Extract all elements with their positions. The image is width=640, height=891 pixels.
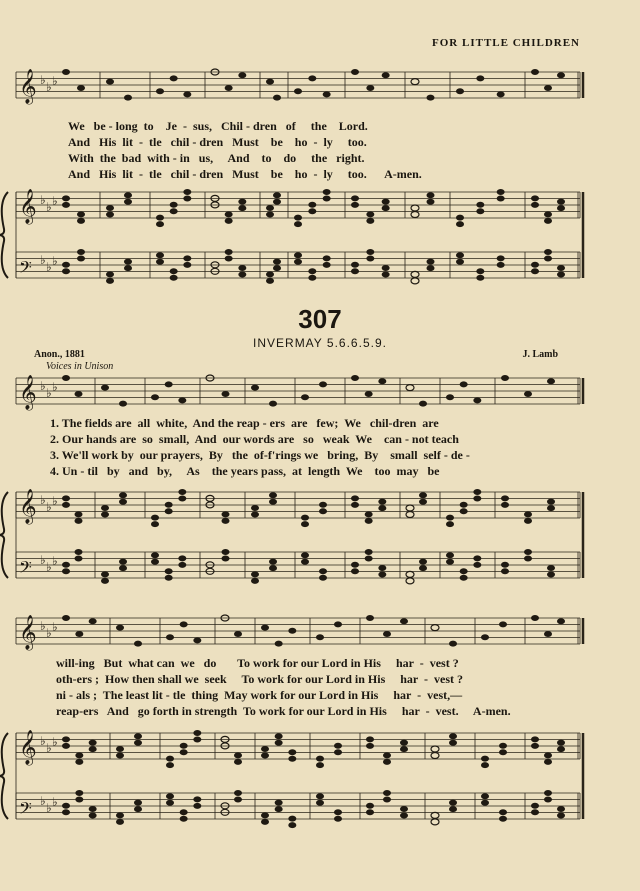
svg-text:♭: ♭	[46, 741, 52, 755]
author-credit: Anon., 1881	[34, 349, 85, 360]
svg-text:𝄢: 𝄢	[19, 557, 32, 581]
svg-text:♭: ♭	[46, 626, 52, 640]
svg-text:♭: ♭	[40, 493, 46, 507]
running-head: FOR LITTLE CHILDREN	[432, 37, 580, 49]
verse-line: 2. Our hands are so small, And our words are so weak We can - not teach	[50, 432, 459, 446]
svg-text:♭: ♭	[40, 73, 46, 87]
svg-text:♭: ♭	[46, 500, 52, 514]
verse-line: oth-ers ; How then shall we seek To work for our Lord in His har - vest ?	[56, 672, 464, 686]
svg-text:♭: ♭	[52, 494, 58, 508]
svg-text:♭: ♭	[52, 380, 58, 394]
svg-text:𝄢: 𝄢	[19, 798, 32, 822]
verse-line: will-ing But what can we do To work for our Lord in His har - vest ?	[56, 656, 459, 670]
svg-text:𝄞: 𝄞	[19, 189, 37, 224]
hymn-number: 307	[298, 304, 342, 334]
svg-text:♭: ♭	[40, 193, 46, 207]
svg-text:𝄞: 𝄞	[19, 730, 37, 765]
verse-line: And His lit - tle chil - dren Must be ho - ly too. A-men.	[68, 167, 422, 181]
svg-text:𝄢: 𝄢	[19, 257, 32, 281]
svg-text:♭: ♭	[46, 560, 52, 574]
verse-line: 4. Un - til by and by, As the years pass, at length We too may be	[50, 464, 440, 478]
svg-text:♭: ♭	[40, 734, 46, 748]
verse-line: ni - als ; The least lit - tle thing May work for our Lord in His har - vest,—	[56, 688, 463, 702]
svg-text:𝄞: 𝄞	[19, 375, 37, 410]
verse-line: reap-ers And go forth in strength To work for our Lord in His har - vest. A-men.	[56, 704, 511, 718]
svg-text:♭: ♭	[52, 74, 58, 88]
tune-name: INVERMAY 5.6.6.5.9.	[253, 336, 387, 350]
svg-text:♭: ♭	[40, 253, 46, 267]
svg-text:♭: ♭	[52, 554, 58, 568]
svg-text:♭: ♭	[52, 194, 58, 208]
svg-text:♭: ♭	[46, 801, 52, 815]
verse-line: 3. We'll work by our prayers, By the of-f'rings we bring, By small self - de -	[50, 448, 470, 462]
verse-line: We be - long to Je - sus, Chil - dren of the Lord.	[68, 119, 368, 133]
svg-text:♭: ♭	[52, 620, 58, 634]
svg-text:♭: ♭	[46, 80, 52, 94]
svg-text:𝄞: 𝄞	[19, 489, 37, 524]
svg-text:♭: ♭	[40, 379, 46, 393]
svg-text:𝄞: 𝄞	[19, 69, 37, 104]
verse-line: With the bad with - in us, And to do the right.	[68, 151, 365, 165]
svg-text:♭: ♭	[52, 254, 58, 268]
svg-text:♭: ♭	[40, 794, 46, 808]
composer-credit: J. Lamb	[522, 349, 558, 360]
svg-text:♭: ♭	[46, 260, 52, 274]
svg-text:♭: ♭	[40, 553, 46, 567]
svg-text:♭: ♭	[46, 200, 52, 214]
performance-direction: Voices in Unison	[46, 361, 114, 372]
svg-text:♭: ♭	[52, 735, 58, 749]
verse-line: 1. The fields are all white, And the reap - ers are few; We chil-dren are	[50, 416, 439, 430]
svg-text:♭: ♭	[52, 795, 58, 809]
verse-line: And His lit - tle chil - dren Must be ho - ly too.	[68, 135, 367, 149]
svg-text:♭: ♭	[46, 386, 52, 400]
svg-text:𝄞: 𝄞	[19, 615, 37, 650]
svg-text:♭: ♭	[40, 619, 46, 633]
